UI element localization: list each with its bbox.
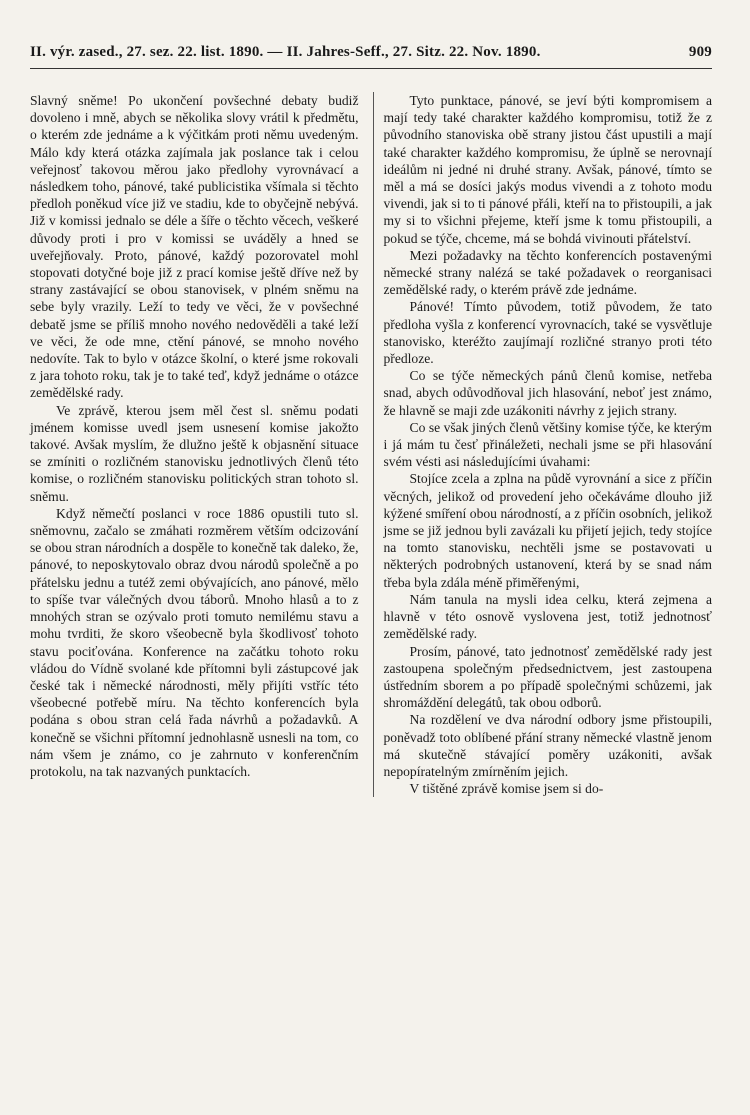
paragraph: Stojíce zcela a zplna na půdě vyrovnání a sice z příčin věcných, jelikož od provedení jeho očekáváme dlouho již kýžené smíření obou národností, a z příčin osobních, jelikož jsme se již jednou byli zavázali ku přijetí jejich, tedy stojíce na tomto stanovisku, nechtěli jsme se postavovati u některých podrobných ustanovení, která by se snad nám třeba byla zdála méně přiměřenými, bbox=[383, 471, 712, 590]
paragraph: V tištěné zprávě komise jsem si do- bbox=[409, 781, 604, 797]
paragraph: Ve zprávě, kterou jsem měl čest sl. sněmu podati jménem komisse uvedl jsem usnesení komise jakožto takové. Avšak myslím, že dlužno ještě k objasnění situace se zmíniti o rozličném stanovisku jednotlivých členů této komise, o rozličném stanovisku politických stran tohoto sl. sněmu. bbox=[30, 402, 359, 504]
text-columns bbox=[30, 92, 712, 797]
page-number: 909 bbox=[688, 44, 712, 60]
paragraph: Pánové! Tímto původem, totiž původem, že tato předloha vyšla z konferencí vyrovnacích, také se vysvětluje stanovisko, kteréžto zaujímají rozličné stranyo proti této předloze. bbox=[383, 299, 712, 367]
paragraph: Nám tanula na mysli idea celku, která zejmena a hlavně v této osnově vyslovena jest, totiž jednotnosť zemědělské rady. bbox=[383, 591, 712, 642]
paragraph: Prosím, pánové, tato jednotnosť zemědělské rady jest zastoupena společným předsednictvem, jest zastoupena ústředním sborem a po případě společnými schůzemi, jak shromáždění delegátů, tak obou odborů. bbox=[383, 643, 712, 711]
paragraph: Když němečtí poslanci v roce 1886 opustili tuto sl. sněmovnu, začalo se zmáhati rozměrem větším odcizování se obou stran národních a dospěle to konečně tak daleko, že, pánové, to neposkytovalo obraz dvou národů společně a po přátelsku jednu a tutéž zemi obývajících, ano pánové, mělo to spíše tvar válečných dvou táborů. Mnoho hlasů a to z mnohých stran se ozývalo proti tomuto nemilému stavu a mohu tvrditi, že skoro všeobecně byla škodlivosť tohoto stavu pociťována. Konference na začátku tohoto roku vládou do Vídně svolané kde přítomni byli zástupcové jak české tak i německé národnosti, měly přijíti vstříc této všeobecné potřebě míru. Na těchto konferencích byla podána s obou stran celá řada návrhů a požadavků. A konečně se všichni přítomní jednohlasně usnesli na tom, co nám všem je známo, co je zahrnuto v konferenčním protokolu, na tak nazvaných punktacích. bbox=[30, 505, 359, 779]
right-column bbox=[373, 92, 713, 797]
paragraph: Co se však jiných členů většiny komise týče, ke kterým i já mám tu česť přináležeti, nechali jsme se při hlasování svém vésti asi následujícími úvahami: bbox=[383, 419, 712, 470]
paragraph: Mezi požadavky na těchto konferencích postavenými německé strany nalézá se také požadavek o reorganisaci zemědělské rady, o kterém právě zde jednáme. bbox=[383, 247, 712, 298]
header-rule bbox=[30, 68, 712, 69]
running-header bbox=[30, 44, 712, 61]
header-title: II. výr. zased., 27. sez. 22. list. 1890. — II. Jahres-Seff., 27. Sitz. 22. Nov. 1890. bbox=[30, 44, 541, 60]
paragraph: Slavný sněme! Po ukončení povšechné debaty budiž dovoleno i mně, abych se několika slovy vrátil k předmětu, o kterém zde jednáme a k výčitkám proti němu uvedeným. Málo kdy která otázka zajímala jak poslance tak i celou veřejnosť takovou měrou jako předlohy vyrovnávací a následkem toho, pánové, také publicistika všímala si těchto předloh poněkud více již ve stadiu, kde to obyčejně nebývá. Již v komissi jednalo se déle a šíře o těchto věcech, veškeré důvody proti i pro v komissi se uváděly a hned se uveřejňovaly. Proto, pánové, každý pozorovatel mohl stopovati dotyčné boje již z prací komise ještě dříve než by strany zastávající se obou stanovisek, v plném sněmu na sebe byly vrazily. Leží to tedy ve věci, že v povšechné debatě jsme se příliš mnoho nového nedověděli a také leží ve věci, že ode mne, ctění pánové, se mnoho nového nedovíte. Tak to bylo v otázce školní, o které jsme rokovali z jara tohoto roku, tak je to také teď, když jednáme o otázce zemědělské rady. bbox=[30, 93, 359, 401]
paragraph: Co se týče německých pánů členů komise, netřeba snad, abych odůvodňoval jich hlasování, neboť jest známo, že hlavně se maji zde uzákoniti návrhy z jejich strany. bbox=[383, 368, 712, 418]
paragraph: Tyto punktace, pánové, se jeví býti kompromisem a mají tedy také charakter každého kompromisu, totiž že z původního stanoviska obě strany jistou část upustili a mají také charakter každého kompromisu, že úplně se nerovnají ideálům ni jedné ni druhé strany. Avšak, pánové, tímto se měl a má se dosíci jakýs modus vivendi a z tohoto modu vivendi, jak si to ti pánové přáli, kteří na to přistoupili, a jak my si to všichni přejeme, kteří jsme k tomu přistoupili, a pokud se týče, chceme, má se bohdá vivinouti přátelství. bbox=[383, 93, 712, 246]
left-column bbox=[30, 92, 359, 797]
paragraph: Na rozdělení ve dva národní odbory jsme přistoupili, poněvadž toto oblíbené přání strany německé vlastně jenom má skutečně stávající poměry uzákoniti, avšak nepopíratelným zmírněním jejich. bbox=[383, 712, 712, 779]
